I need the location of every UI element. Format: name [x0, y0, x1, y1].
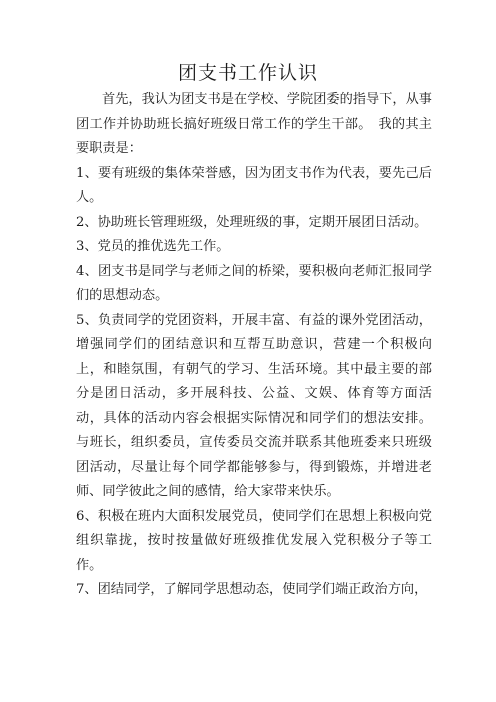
list-item: 5、负责同学的党团资料，开展丰富、有益的课外党团活动，增强同学们的团结意识和互帮互助意识，营建一个积极向上，和睦氛围，有朝气的学习、生活环境。其中最主要的部分是团日活动，多开展科技、公益、文娱、体育等方面活动，具体的活动内容会根据实际情况和同学们的想法安排。与班长，组织委员，宣传委员交流并联系其他班委来只班级团活动，尽量让每个同学都能够参与，得到锻炼，并增进老师、同学彼此之间的感情，给大家带来快乐。	[76, 312, 432, 499]
document-body	[76, 88, 432, 603]
list-item: 6、积极在班内大面积发展党员，使同学们在思想上积极向党组织靠拢，按时按量做好班级推优发展入党积极分子等工作。	[76, 508, 432, 573]
list-item: 2、协助班长管理班级，处理班级的事，定期开展团日活动。	[76, 214, 428, 230]
intro-paragraph: 首先，我认为团支书是在学校、学院团委的指导下，从事团工作并协助班长搞好班级日常工作的学生干部。 我的其主要职责是：	[76, 92, 432, 156]
document-title: 团支书工作认识	[177, 62, 318, 84]
list-item: 3、党员的推优选先工作。	[76, 239, 230, 254]
list-item: 4、团支书是同学与老师之间的桥梁，要积极向老师汇报同学们的思想动态。	[76, 263, 432, 303]
list-item: 1、要有班级的集体荣誉感，因为团支书作为代表，要先己后人。	[76, 165, 432, 205]
list-item: 7、团结同学，了解同学思想动态，使同学们端正政治方向，	[76, 582, 428, 597]
